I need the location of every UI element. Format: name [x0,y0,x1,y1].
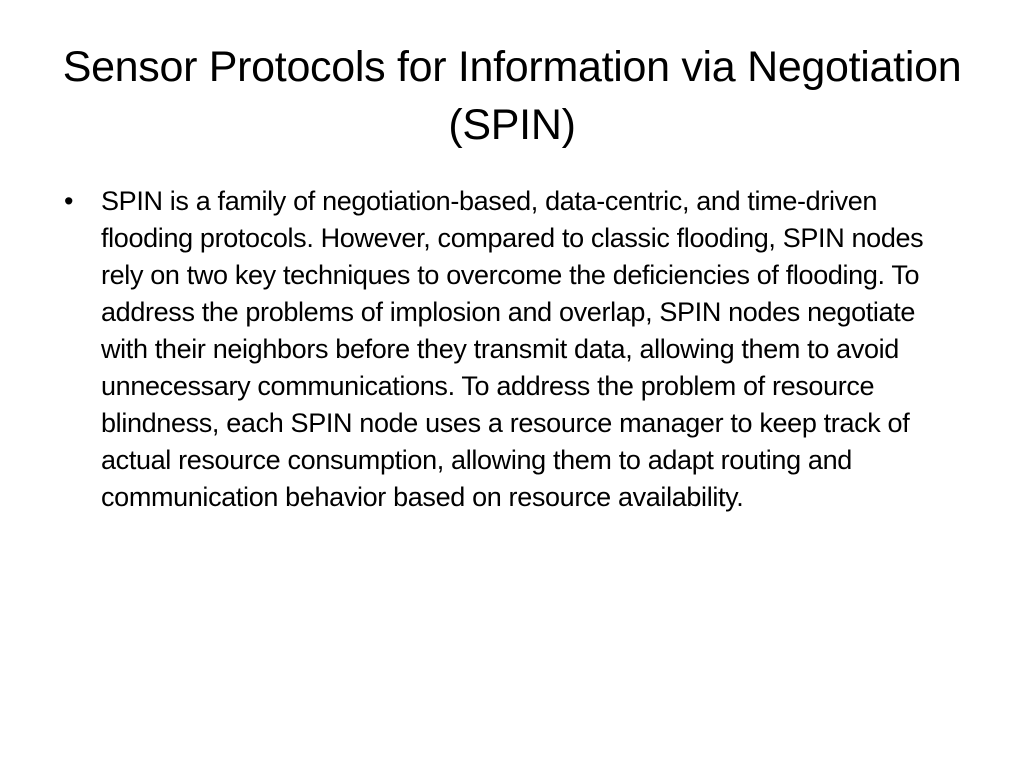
bullet-text: SPIN is a family of negotiation-based, data-centric, and time-driven flooding protocols. However, compared to classic flooding, SPIN nodes rely on two key techniques to overcome the deficiencies of flooding. To address the problems of implosion and overlap, SPIN nodes negotiate with their neighbors before they transmit data, allowing them to avoid unnecessary communications. To address the problem of resource blindness, each SPIN node uses a resource manager to keep track of actual resource consumption, allowing them to adapt routing and communication behavior based on resource availability. [101,186,924,512]
bullet-marker: • [64,186,74,216]
slide-title: Sensor Protocols for Information via Negotiation (SPIN) [62,43,962,149]
bullet-list [62,183,962,516]
bullet-item [62,183,962,516]
